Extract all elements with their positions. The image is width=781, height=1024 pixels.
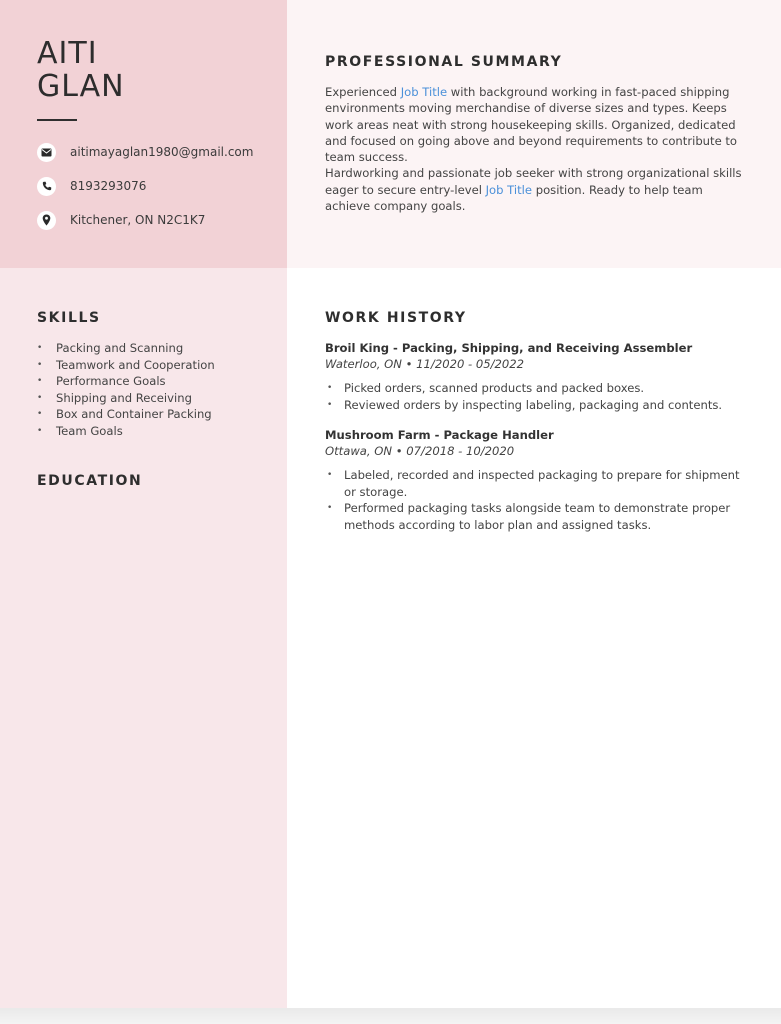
summary-p1-text-b: with background working in fast-paced shipping environments moving merchandise of diverse sizes and types. Keeps work areas neat with strong housekeeping skills. Organized, dedicated and focused on going above and beyond requirements to contribute to team success. <box>325 85 738 165</box>
summary-p2-text-b: position. Ready to help team achieve company goals. <box>325 182 703 214</box>
job-bullet: • Performed packaging tasks alongside team to demonstrate proper methods according to labor plan and assigned tasks. <box>325 500 745 533</box>
summary-p1-text-a: Experienced <box>325 85 401 99</box>
last-name: GLAN <box>37 69 125 104</box>
job-title-placeholder-link[interactable]: Job Title <box>400 85 448 99</box>
candidate-name <box>37 37 125 103</box>
first-name: AITI <box>37 36 98 71</box>
job-title: Mushroom Farm - Package Handler <box>325 428 554 442</box>
skill-item: • Packing and Scanning <box>37 340 215 357</box>
summary-p2-text-a: Hardworking and passionate job seeker with strong organizational skills eager to secure entry-level <box>325 166 742 197</box>
job-bullet: • Reviewed orders by inspecting labeling, packaging and contents. <box>325 397 745 414</box>
job-meta: Waterloo, ON • 11/2020 - 05/2022 <box>325 357 525 371</box>
contact-location <box>37 209 205 231</box>
job-bullet: • Picked orders, scanned products and packed boxes. <box>325 380 745 397</box>
skills-heading: SKILLS <box>37 310 101 326</box>
skill-item: • Teamwork and Cooperation <box>37 357 215 374</box>
job-bullet: • Labeled, recorded and inspected packaging to prepare for shipment or storage. <box>325 467 745 500</box>
skill-item: • Shipping and Receiving <box>37 390 215 407</box>
job-entry <box>325 427 745 533</box>
skill-item: • Box and Container Packing <box>37 406 215 423</box>
work-history-heading: WORK HISTORY <box>325 310 467 326</box>
summary-text <box>325 84 745 214</box>
phone-text: 8193293076 <box>70 179 147 193</box>
summary-heading: PROFESSIONAL SUMMARY <box>325 54 563 70</box>
page-bottom-shadow <box>0 1008 781 1024</box>
email-icon <box>37 143 56 162</box>
location-pin-icon <box>37 211 56 230</box>
education-heading: EDUCATION <box>37 473 143 489</box>
summary-paragraph-1 <box>325 84 745 165</box>
skills-list <box>37 340 215 440</box>
location-text: Kitchener, ON N2C1K7 <box>70 213 206 227</box>
summary-paragraph-2 <box>325 165 745 214</box>
email-text: aitimayaglan1980@gmail.com <box>70 145 254 159</box>
skill-item: • Team Goals <box>37 423 215 440</box>
phone-icon <box>37 177 56 196</box>
job-title: Broil King - Packing, Shipping, and Receiving Assembler <box>325 341 693 355</box>
skill-item: • Performance Goals <box>37 373 215 390</box>
job-bullets <box>325 380 745 413</box>
job-bullets <box>325 467 745 533</box>
job-entry <box>325 340 745 413</box>
contact-phone <box>37 175 146 197</box>
contact-email <box>37 141 253 163</box>
name-divider <box>37 119 77 121</box>
job-meta: Ottawa, ON • 07/2018 - 10/2020 <box>325 444 515 458</box>
job-title-placeholder-link[interactable]: Job Title <box>485 182 533 197</box>
